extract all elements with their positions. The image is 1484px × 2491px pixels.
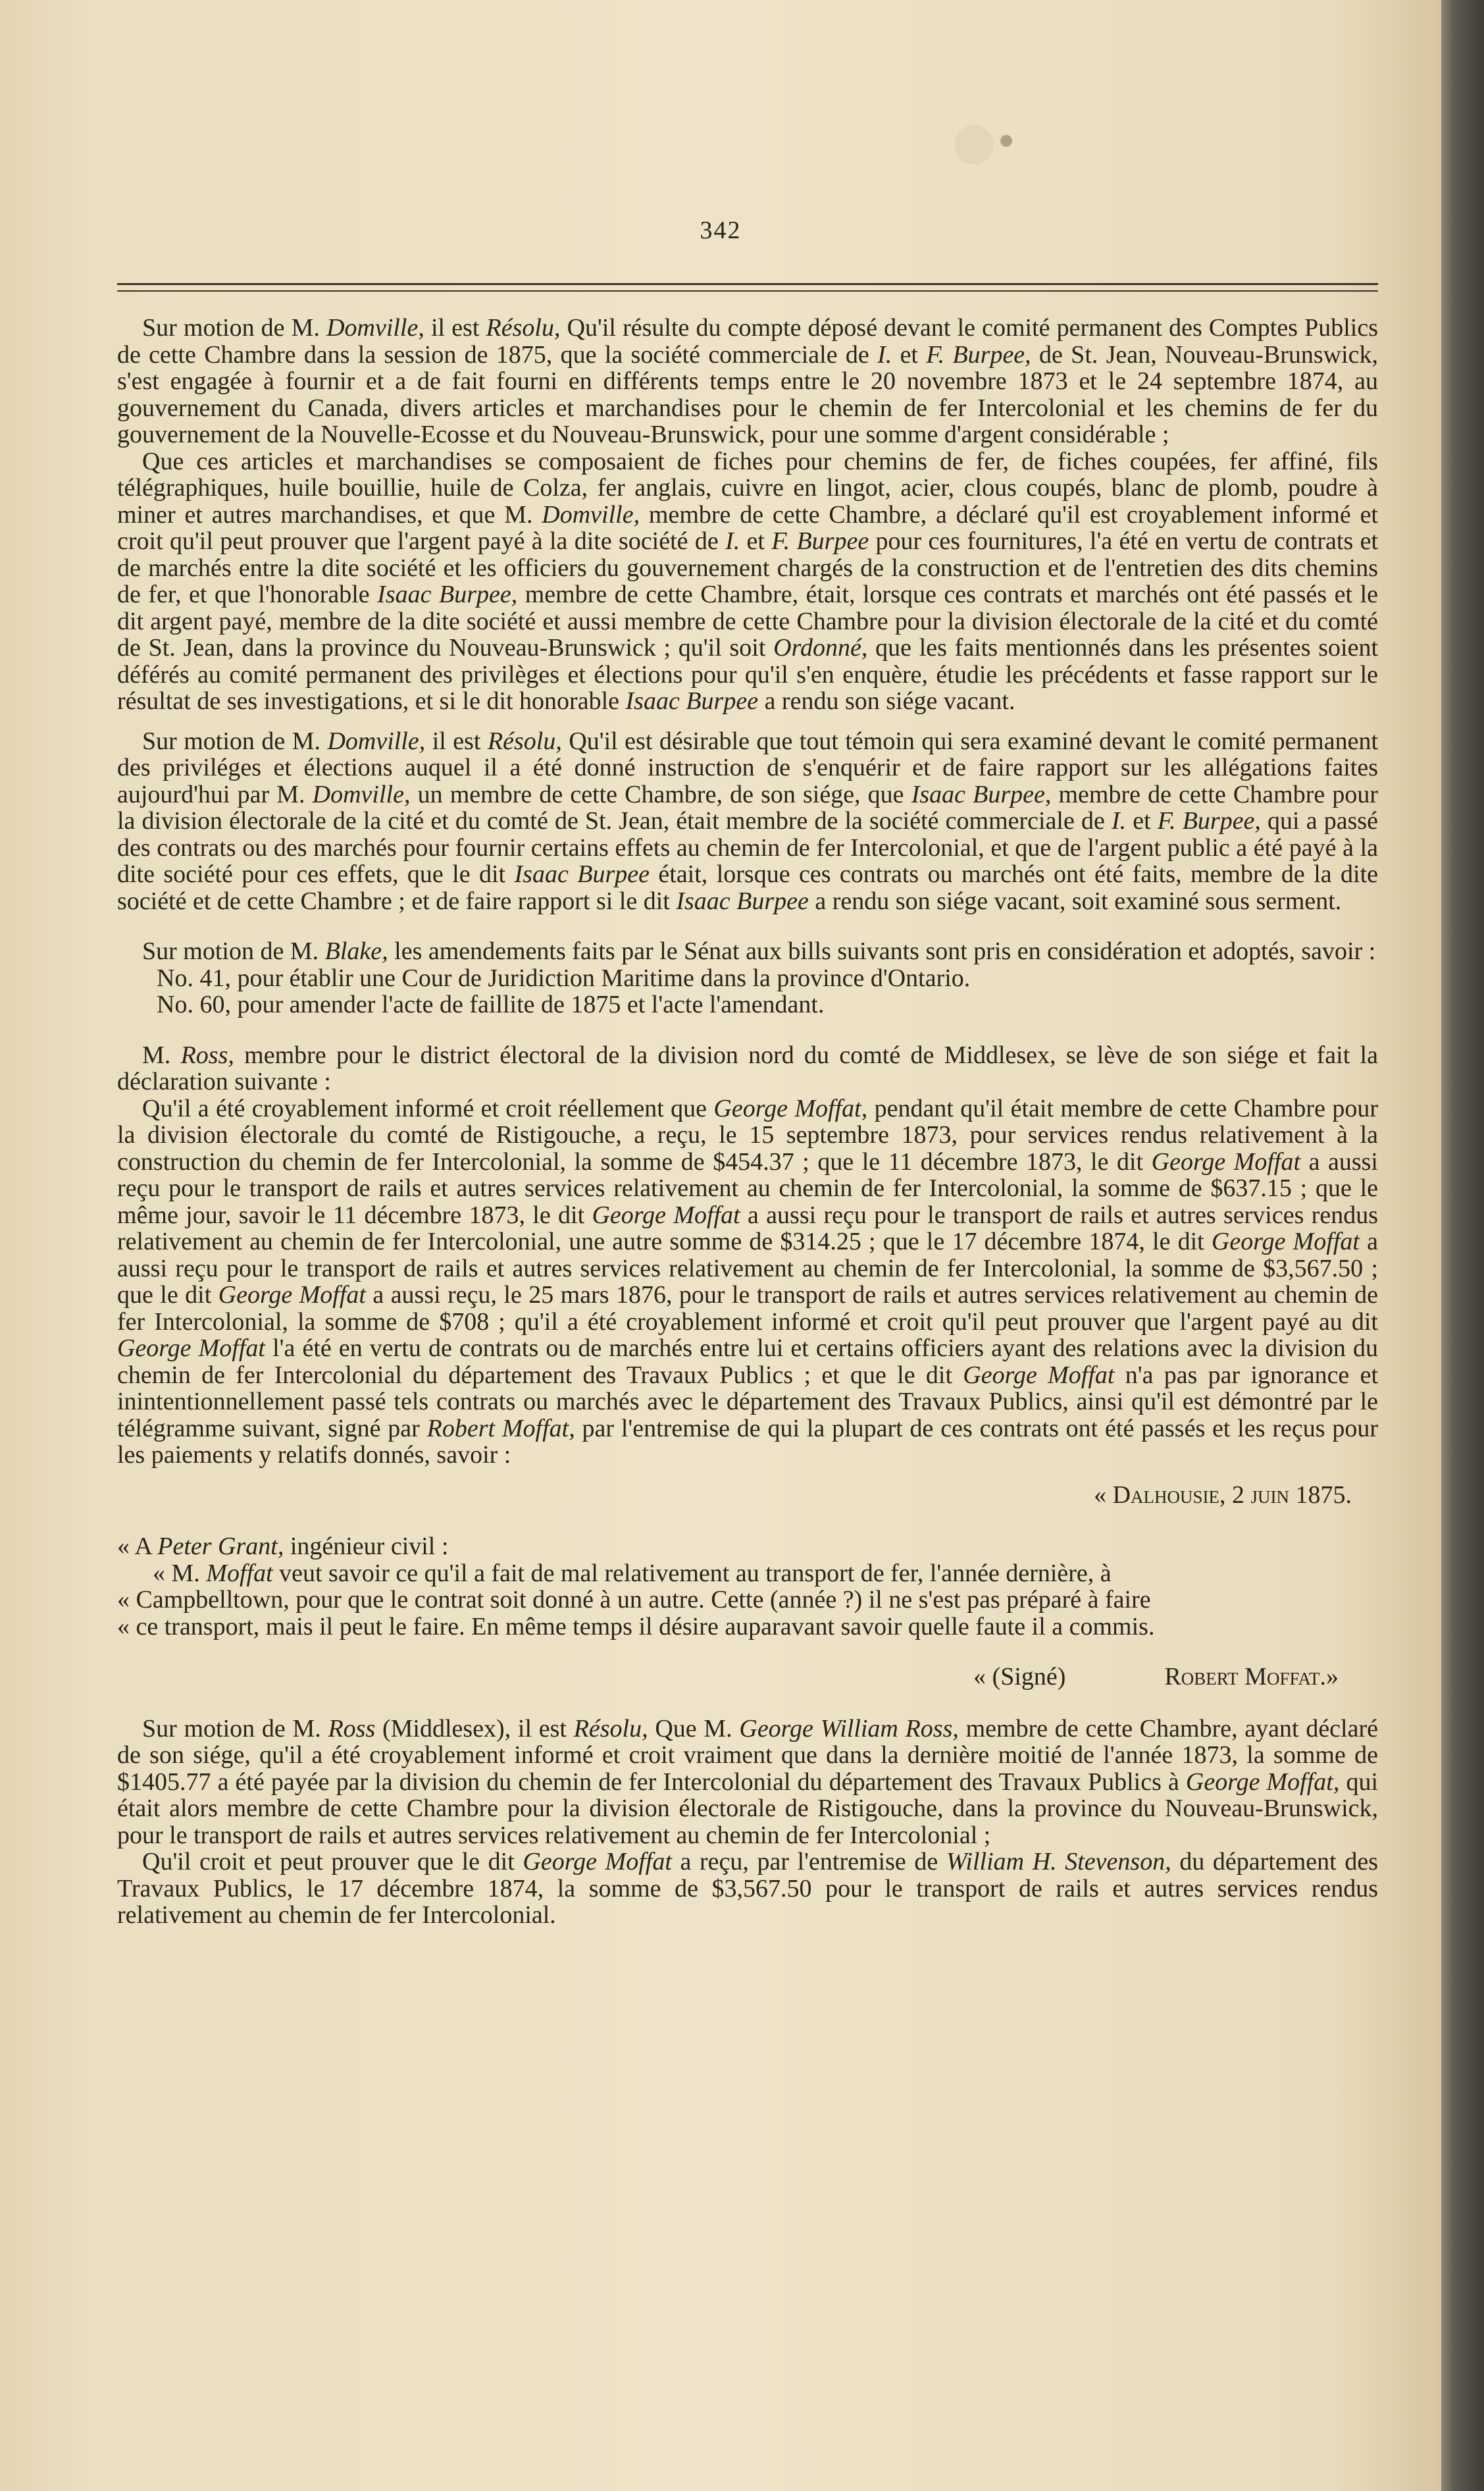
paragraph-stevenson-payment: Qu'il croit et peut prouver que le dit George Moffat a reçu, par l'entremise de William H. Stevenson, du département des Travaux Publics, le 17 décembre 1874, la somme de $3,567.50 pour le transport de rails et autres services rendus relativement au chemin de fer Intercolonial. <box>117 1848 1378 1929</box>
telegram-body-line: « Campbelltown, pour que le contrat soit donné à un autre. Cette (année ?) il ne s'est pas préparé à faire <box>117 1586 1151 1613</box>
paper-stain <box>1000 135 1012 147</box>
page-number: 342 <box>700 217 742 244</box>
header-rule-thin <box>117 290 1378 292</box>
bill-item: No. 60, pour amender l'acte de faillite de 1875 et l'acte l'amendant. <box>157 991 825 1018</box>
paragraph-blake-motion: Sur motion de M. Blake, les amendements faits par le Sénat aux bills suivants sont pris en considération et adoptés, savoir : <box>142 937 1376 965</box>
telegram-salutation: « A Peter Grant, ingénieur civil : <box>117 1533 449 1560</box>
bill-item: No. 41, pour établir une Cour de Juridiction Maritime dans la province d'Ontario. <box>157 964 971 992</box>
paragraph-ross-motion: Sur motion de M. Ross (Middlesex), il est Résolu, Que M. George William Ross, membre de cette Chambre, ayant déclaré de son siége, qu'il a été croyablement informé et croit vraiment que dans la dernière moitié de l'année 1873, la somme de $1405.77 a été payée par la division du chemin de fer Intercolonial du département des Travaux Publics à George Moffat, qui était alors membre de cette Chambre pour la division électorale de Ristigouche, dans la province du Nouveau-Brunswick, pour le transport de rails et autres services relativement au chemin de fer Intercolonial ; <box>117 1714 1378 1849</box>
telegram-signature: « (Signé) Robert Moffat.» <box>973 1663 1339 1691</box>
paper-stain <box>954 125 994 165</box>
book-binding-edge <box>1441 0 1484 2491</box>
paragraph-articles: Que ces articles et marchandises se composaient de fiches pour chemins de fer, de fiches coupées, fer affiné, fils télégraphiques, huile bouillie, huile de Colza, fer anglais, cuivre en lingot, acier, clous coupés, blanc de plomb, poudre à miner et autres marchandises, et que M. Domville, membre de cette Chambre, a déclaré qu'il est croyablement informé et croit qu'il peut prouver que l'argent payé à la dite société de I. et F. Burpee pour ces fournitures, l'a été en vertu de contrats et de marchés entre la dite société et les officiers du gouvernement chargés de la construction et de l'entretien des dits chemins de fer, et que l'honorable Isaac Burpee, membre de cette Chambre, était, lorsque ces contrats et marchés ont été passés et le dit argent payé, membre de la dite société et aussi membre de cette Chambre pour la division électorale de la cité et du comté de St. Jean, dans la province du Nouveau-Brunswick ; qu'il soit Ordonné, que les faits mentionnés dans les présentes soient déférés au comité permanent des privilèges et élections pour qu'il s'en enquère, étudie les précédents et fasse rapport sur le résultat de ses investigations, et si le dit honorable Isaac Burpee a rendu son siége vacant. <box>117 447 1379 715</box>
paragraph-domville-motion-2: Sur motion de M. Domville, il est Résolu, Qu'il est désirable que tout témoin qui sera examiné devant le comité permanent des priviléges et élections auquel il a été donné instruction de s'enquérir et de faire rapport sur les allégations faites aujourd'hui par M. Domville, un membre de cette Chambre, de son siége, que Isaac Burpee, membre de cette Chambre pour la division électorale de la cité et du comté de St. Jean, était membre de la société commerciale de I. et F. Burpee, qui a passé des contrats ou des marchés pour fournir certains effets au chemin de fer Intercolonial, et que de l'argent public a été payé à la dite société pour ces effets, que le dit Isaac Burpee était, lorsque ces contrats ou marchés ont été faits, membre de la dite société et de cette Chambre ; et de faire rapport si le dit Isaac Burpee a rendu son siége vacant, soit examiné sous serment. <box>117 727 1379 915</box>
paragraph-domville-motion-1: Sur motion de M. Domville, il est Résolu, Qu'il résulte du compte déposé devant le comité permanent des Comptes Publics de cette Chambre dans la session de 1875, que la société commerciale de I. et F. Burpee, de St. Jean, Nouveau-Brunswick, s'est engagée à fournir et a de fait fourni en différents temps entre le 20 novembre 1873 et le 24 septembre 1874, au gouvernement du Canada, divers articles et marchandises pour le chemin de fer Intercolonial et les chemins de fer du gouvernement de la Nouvelle-Ecosse et du Nouveau-Brunswick, pour une somme d'argent considérable ; <box>117 314 1379 448</box>
telegram-dateline: « Dalhousie, 2 juin 1875. <box>1094 1481 1352 1509</box>
body-text <box>117 315 1378 1929</box>
paragraph-ross-declaration: M. Ross, membre pour le district électoral de la division nord du comté de Middlesex, se lève de son siége et fait la déclaration suivante : <box>117 1041 1378 1095</box>
telegram-body-line: « ce transport, mais il peut le faire. En même temps il désire auparavant savoir quelle faute il a commis. <box>117 1612 1155 1640</box>
paragraph-moffat-allegation: Qu'il a été croyablement informé et croit réellement que George Moffat, pendant qu'il était membre de cette Chambre pour la division électorale du comté de Ristigouche, a reçu, le 15 septembre 1873, pour services rendus relativement à la construction du chemin de fer Intercolonial, la somme de $454.37 ; que le 11 décembre 1873, le dit George Moffat a aussi reçu pour le transport de rails et autres services relativement au chemin de fer Intercolonial, la somme de $637.15 ; que le même jour, savoir le 11 décembre 1873, le dit George Moffat a aussi reçu pour le transport de rails et autres services rendus relativement au chemin de fer Intercolonial, une autre somme de $314.25 ; que le 17 décembre 1874, le dit George Moffat a aussi reçu pour le transport de rails et autres services relativement au chemin de fer Intercolonial, la somme de $3,567.50 ; que le dit George Moffat a aussi reçu, le 25 mars 1876, pour le transport de rails et autres services relativement au chemin de fer Intercolonial, la somme de $708 ; qu'il a été croyablement informé et croit qu'il peut prouver que l'argent payé au dit George Moffat l'a été en vertu de contrats ou de marchés entre lui et certains officiers ayant des relations avec la division du chemin de fer Intercolonial du département des Travaux Publics ; et que le dit George Moffat n'a pas par ignorance et inintentionnellement passé tels contrats ou marchés avec le département des Travaux Publics, ainsi qu'il est démontré par le télégramme suivant, signé par Robert Moffat, par l'entremise de qui la plupart de ces contrats ont été passés et les reçus pour les paiements y relatifs donnés, savoir : <box>117 1094 1379 1469</box>
telegram-body-line: « M. Moffat veut savoir ce qu'il a fait de mal relativement au transport de fer, l'année dernière, à <box>153 1559 1112 1587</box>
header-rule <box>117 283 1378 285</box>
